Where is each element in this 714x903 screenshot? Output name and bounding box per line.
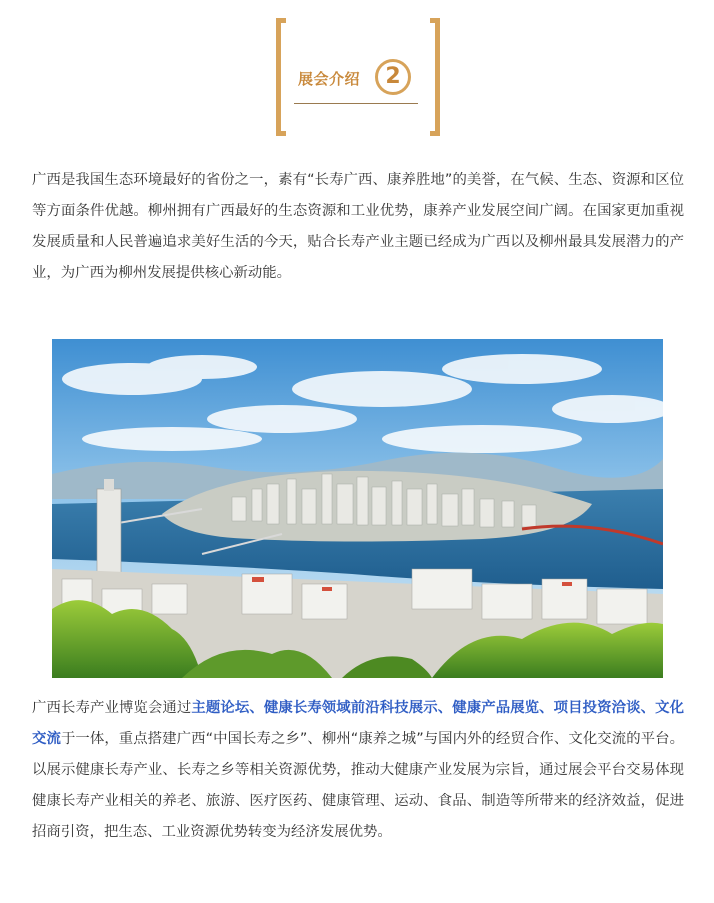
left-bracket — [276, 18, 286, 136]
detail-paragraph — [32, 693, 684, 848]
detail-lead: 广西长寿产业博览会通过 — [32, 700, 192, 716]
section-title: 展会介绍 — [298, 70, 361, 88]
right-bracket — [430, 18, 440, 136]
section-number-badge: 2 — [375, 59, 411, 95]
section-header — [276, 18, 440, 136]
intro-paragraph: 广西是我国生态环境最好的省份之一，素有“长寿广西、康养胜地”的美誉，在气候、生态、资源和区位等方面条件优越。柳州拥有广西最好的生态资源和工业优势，康养产业发展空间广阔。在国家更加重视发展质量和人民普遍追求美好生活的今天，贴合长寿产业主题已经成为广西以及柳州最具发展潜力的产业，为广西为柳州发展提供核心新动能。 — [32, 172, 684, 281]
city-panorama-photo — [52, 339, 663, 678]
detail-highlight: 主题论坛、健康长寿领域前沿科技展示、健康产品展览、项目投资洽谈、文化交流 — [32, 700, 684, 747]
detail-rest: 于一体，重点搭建广西“中国长寿之乡”、柳州“康养之城”与国内外的经贸合作、文化交流的平台。以展示健康长寿产业、长寿之乡等相关资源优势，推动大健康产业发展为宗旨，通过展会平台交易体现健康长寿产业相关的养老、旅游、医疗医药、健康管理、运动、食品、制造等所带来的经济效益，促进招商引资，把生态、工业资源优势转变为经济发展优势。 — [32, 731, 684, 840]
title-underline — [294, 103, 418, 104]
